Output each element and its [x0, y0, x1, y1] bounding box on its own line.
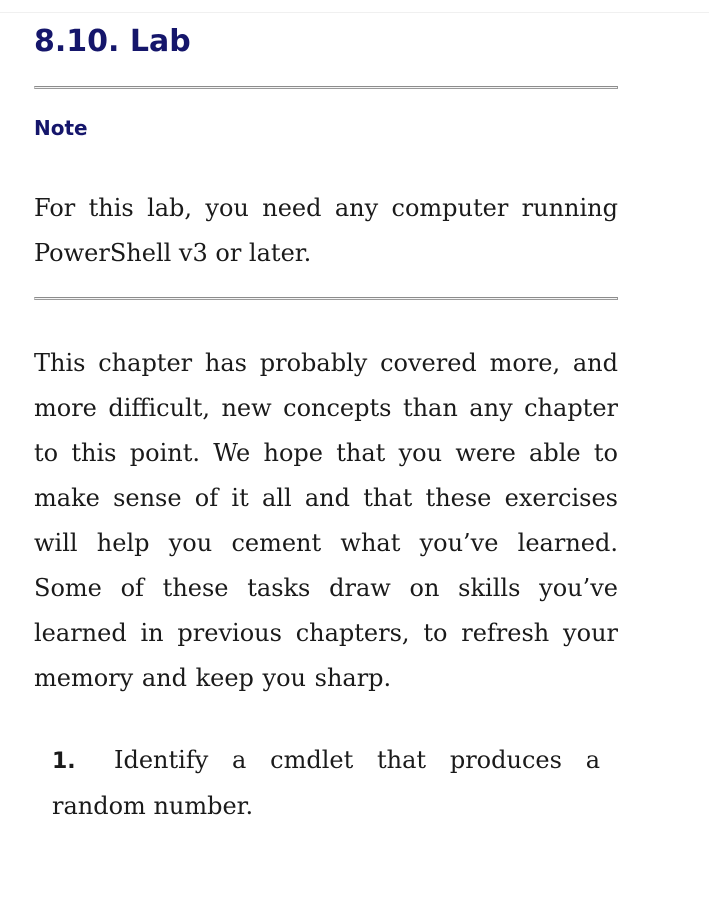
note-text: For this lab, you need any computer running PowerShell v3 or later.: [34, 194, 618, 267]
task-list: [52, 738, 600, 829]
note-top-rule: [34, 86, 618, 89]
note-label: Note: [34, 116, 88, 140]
top-edge: [0, 0, 709, 13]
section-title: 8.10. Lab: [34, 24, 191, 59]
intro-paragraph: This chapter has probably covered more, and more difficult, new concepts than any chapter to this point. We hope that you were able to make sense of it all and that these exercises will help you cement what you’ve learned. Some of these tasks draw on skills you’ve learned in previous chapters, to refresh your memory and keep you sharp.: [34, 349, 618, 692]
list-item-text: Identify a cmdlet that produces a random number.: [52, 746, 600, 820]
list-item-number: 1.: [52, 749, 76, 774]
list-item: [52, 738, 600, 829]
note-bottom-rule: [34, 297, 618, 300]
